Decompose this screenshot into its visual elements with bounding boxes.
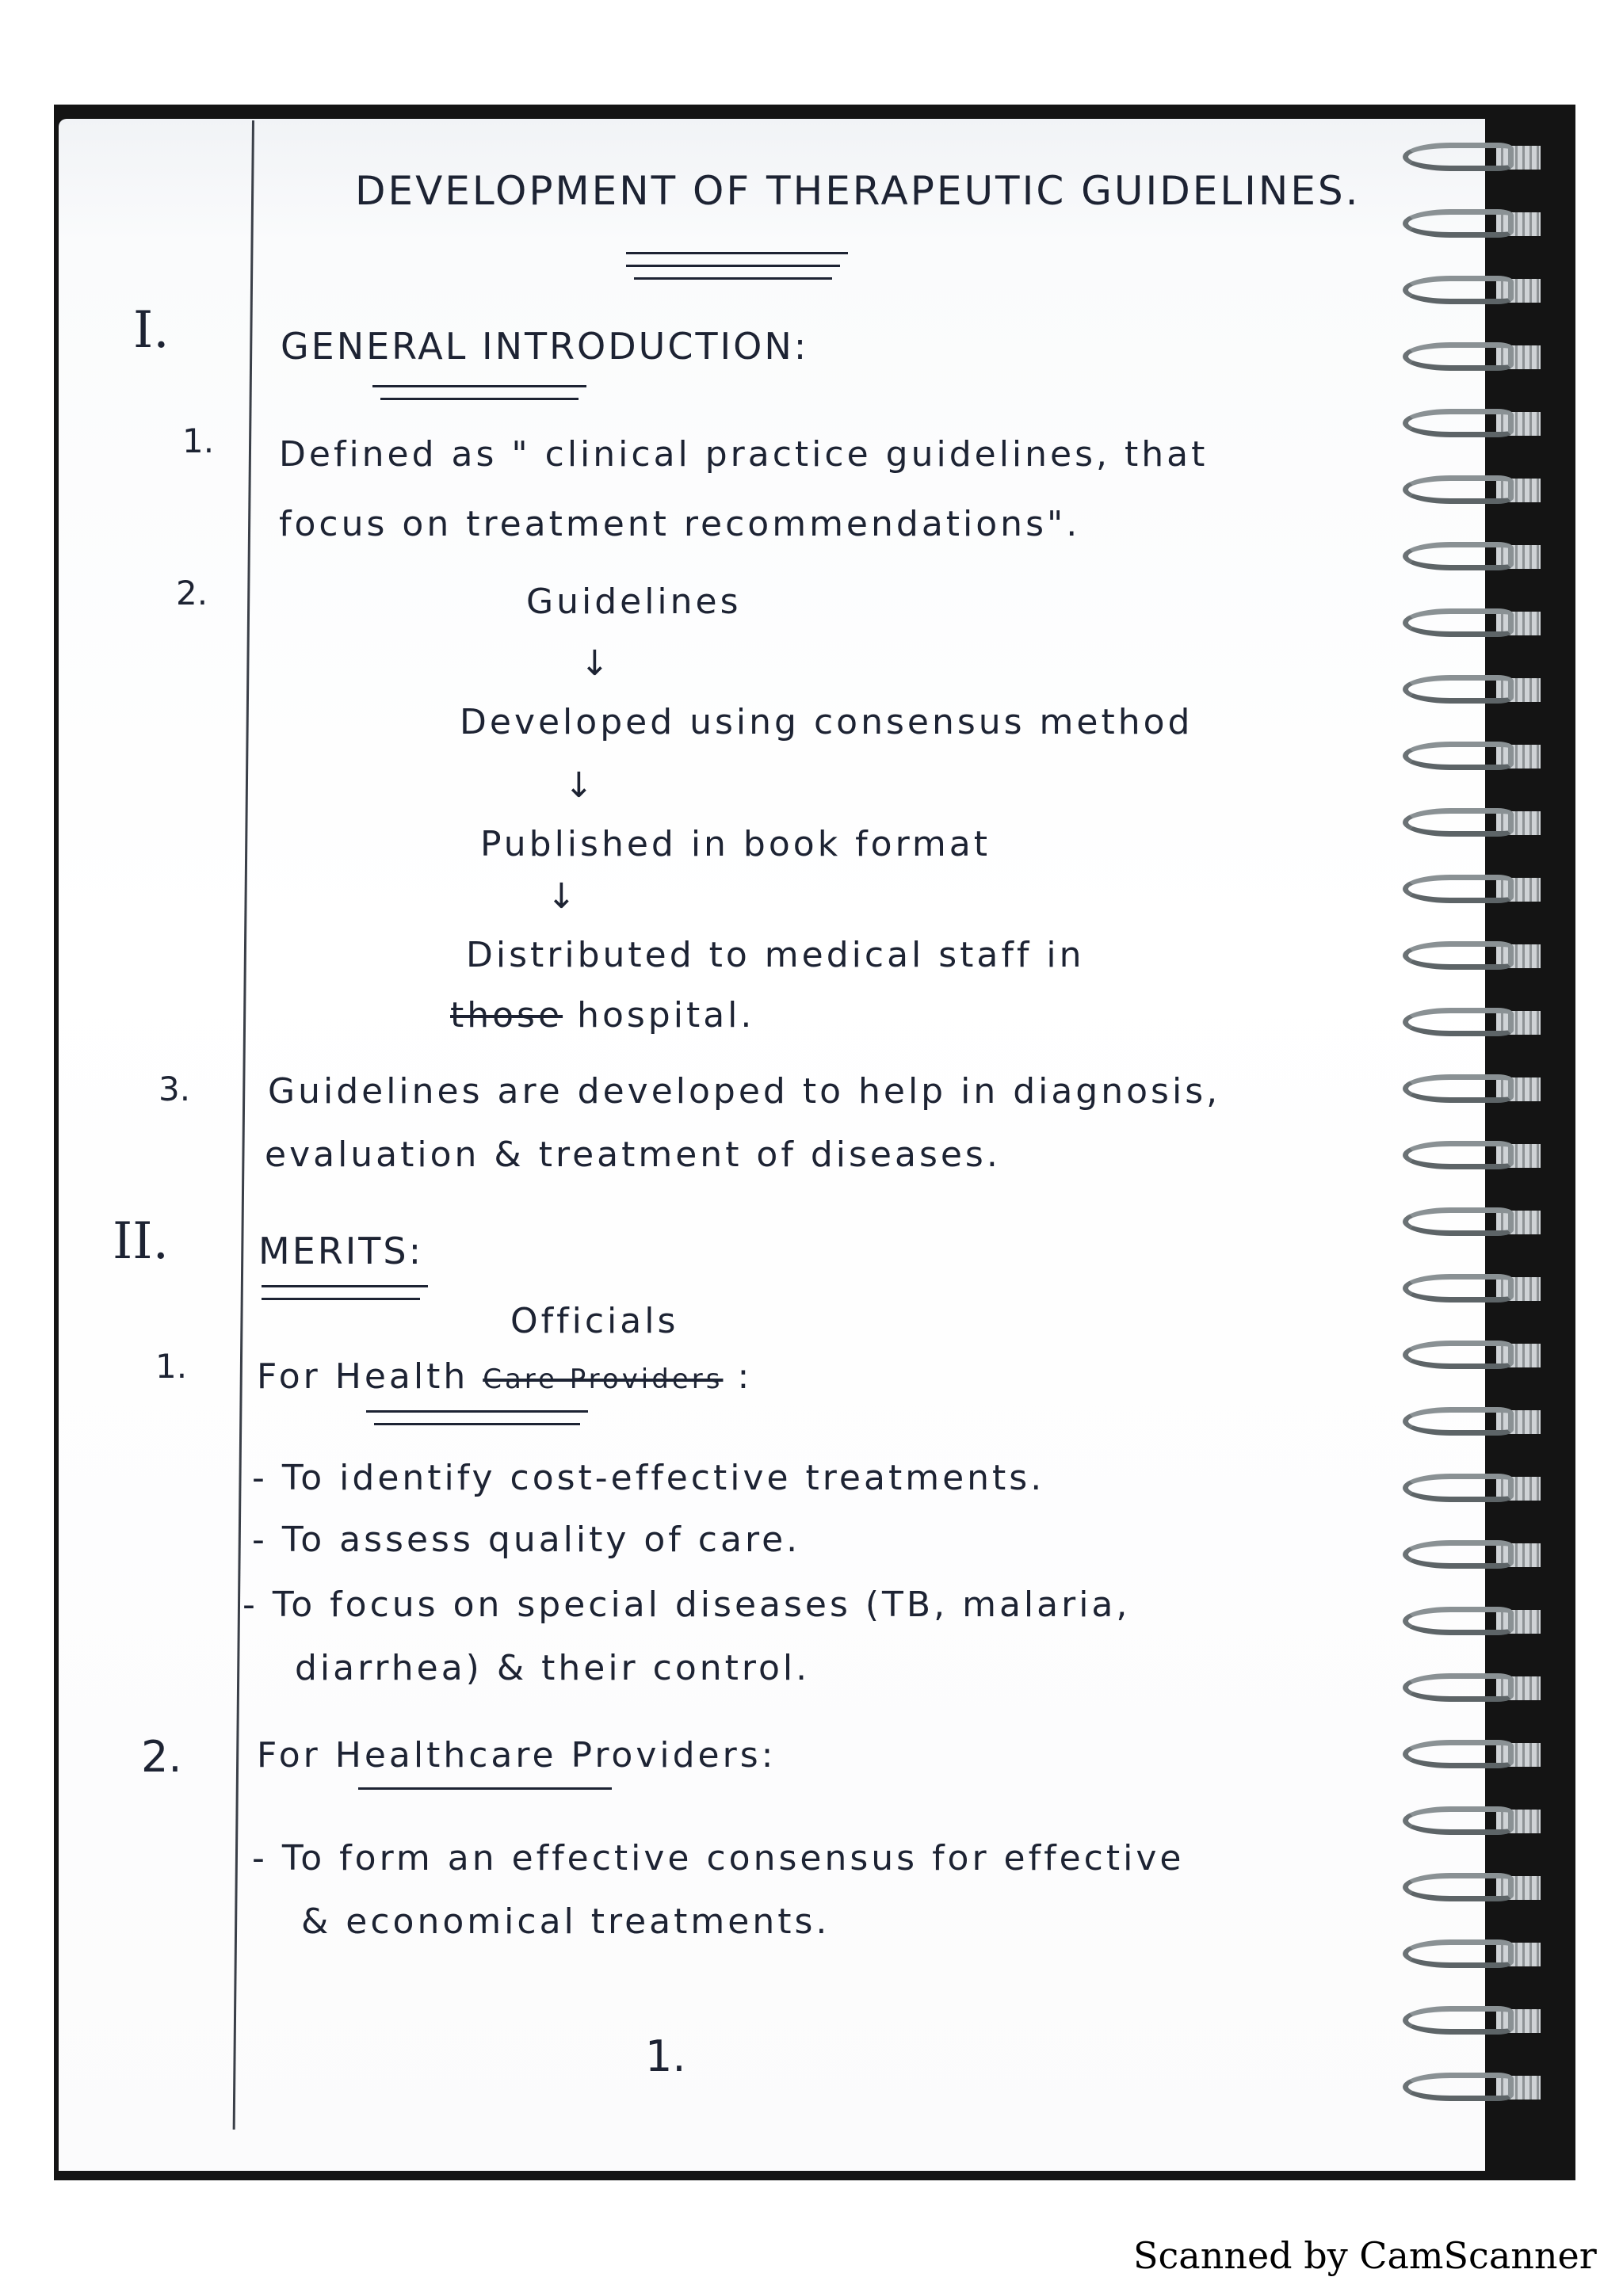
page-number: 1. (645, 2031, 686, 2081)
struck-words: Care Providers (483, 1363, 724, 1395)
item-number: 2. (141, 1732, 182, 1782)
section-2-heading: MERITS: (258, 1230, 424, 1272)
merit-1-heading-prefix: For Health (257, 1356, 469, 1397)
heading-underline (372, 385, 586, 387)
spiral-ring (1403, 542, 1514, 570)
merit-2-bullet-1-continued: & economical treatments. (301, 1901, 831, 1942)
flow-step-4: Distributed to medical staff in (466, 935, 1085, 975)
merit-2-bullet-1: - To form an effective consensus for effective (252, 1838, 1185, 1878)
spiral-ring (1403, 941, 1514, 970)
arrow-down-icon: ↓ (580, 643, 609, 684)
spiral-ring (1403, 1673, 1514, 1702)
spiral-ring (1403, 875, 1514, 903)
heading-underline (366, 1410, 588, 1413)
item-number: 3. (158, 1070, 191, 1108)
spiral-ring (1403, 2006, 1514, 2035)
heading-underline (374, 1423, 580, 1425)
struck-word: those (450, 995, 563, 1035)
merit-1-bullet-2: - To assess quality of care. (252, 1520, 801, 1560)
item-number: 1. (155, 1347, 188, 1386)
heading-underline (262, 1285, 428, 1287)
spiral-ring (1403, 1341, 1514, 1369)
spiral-ring (1403, 1873, 1514, 1901)
flow-step-4-suffix: hospital. (577, 995, 755, 1035)
spiral-ring (1403, 342, 1514, 371)
item-1-line-1: Defined as " clinical practice guidelines, that (279, 434, 1209, 475)
section-2-number: II. (113, 1212, 169, 1271)
spiral-ring (1403, 1474, 1514, 1502)
heading-underline (262, 1298, 420, 1300)
section-1-number: I. (133, 301, 170, 360)
spiral-ring (1403, 675, 1514, 704)
spiral-ring (1403, 1008, 1514, 1036)
flow-step-4-continued (450, 995, 754, 1035)
spiral-ring (1403, 409, 1514, 437)
spiral-ring (1403, 1740, 1514, 1768)
spiral-ring (1403, 1074, 1514, 1103)
merit-1-bullet-3-continued: diarrhea) & their control. (295, 1648, 811, 1688)
page-title: DEVELOPMENT OF THERAPEUTIC GUIDELINES. (355, 168, 1361, 214)
arrow-down-icon: ↓ (547, 876, 576, 917)
item-1-line-2: focus on treatment recommendations". (279, 504, 1081, 544)
spiral-ring (1403, 143, 1514, 171)
spiral-ring (1403, 1274, 1514, 1302)
spiral-ring (1403, 1407, 1514, 1436)
spiral-ring (1403, 1806, 1514, 1835)
section-1-heading: GENERAL INTRODUCTION: (281, 325, 809, 368)
item-number: 2. (176, 574, 208, 612)
spiral-ring (1403, 475, 1514, 504)
spiral-ring (1403, 742, 1514, 770)
heading-underline (380, 398, 579, 400)
item-number: 1. (182, 421, 215, 460)
flow-step-2: Developed using consensus method (460, 702, 1193, 742)
spiral-ring (1403, 209, 1514, 238)
spiral-ring (1403, 1939, 1514, 1968)
merit-1-bullet-1: - To identify cost-effective treatments. (252, 1458, 1045, 1498)
spiral-ring (1403, 1207, 1514, 1236)
scanner-watermark: Scanned by CamScanner (1133, 2234, 1597, 2277)
arrow-down-icon: ↓ (564, 765, 594, 806)
spiral-binding (1403, 143, 1569, 2171)
title-underline (626, 252, 848, 254)
title-underline (626, 265, 840, 267)
spiral-ring (1403, 1607, 1514, 1635)
flow-step-3: Published in book format (480, 824, 991, 864)
merit-1-bullet-3: - To focus on special diseases (TB, malaria, (242, 1585, 1131, 1625)
heading-underline (358, 1787, 612, 1790)
spiral-ring (1403, 276, 1514, 304)
spiral-ring (1403, 1540, 1514, 1569)
item-3-line-2: evaluation & treatment of diseases. (265, 1135, 1001, 1175)
title-underline (634, 277, 832, 280)
spiral-ring (1403, 608, 1514, 637)
merit-1-heading-suffix: : (737, 1356, 753, 1397)
spiral-ring (1403, 2073, 1514, 2101)
item-3-line-1: Guidelines are developed to help in diagnosis, (268, 1071, 1221, 1112)
merit-1-heading (257, 1356, 752, 1397)
inserted-word: Officials (510, 1301, 679, 1341)
merit-2-heading: For Healthcare Providers: (257, 1735, 777, 1775)
spiral-ring (1403, 1141, 1514, 1169)
spiral-ring (1403, 808, 1514, 837)
flow-step-1: Guidelines (526, 582, 742, 622)
